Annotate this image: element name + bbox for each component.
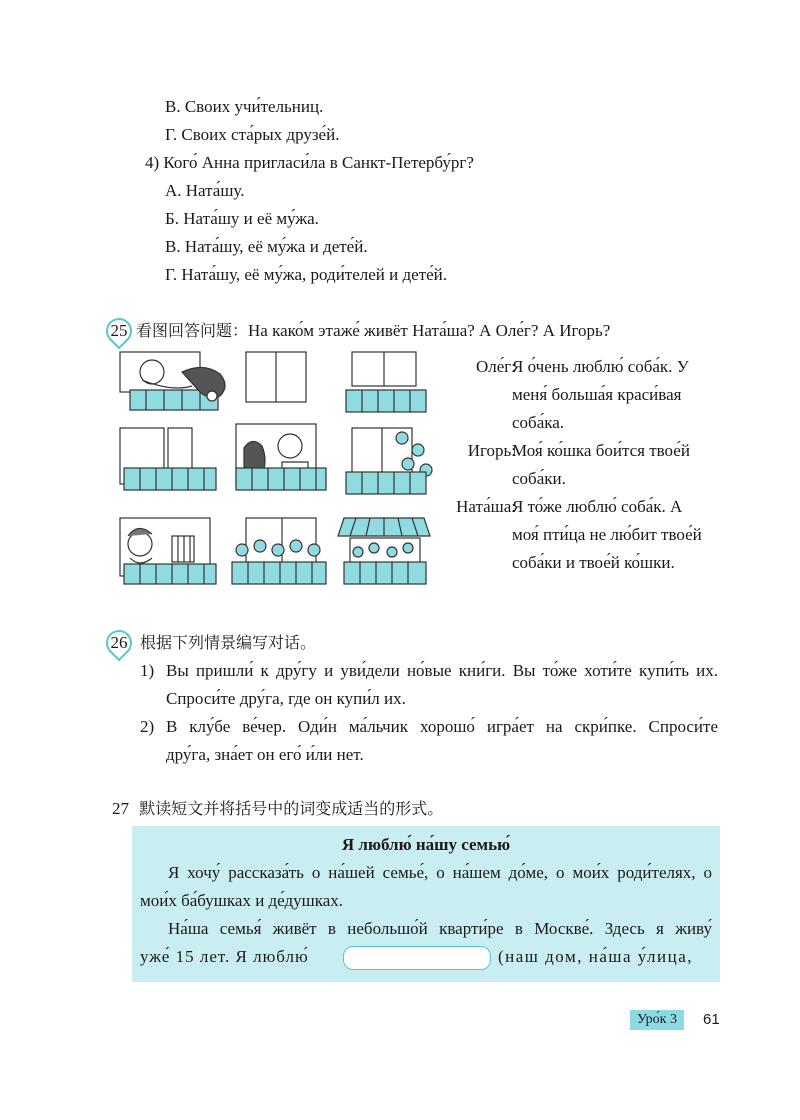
text-line: (наш дом, на́ша у́лица, — [498, 947, 693, 966]
option-text: Своих учи́тельниц. — [184, 97, 324, 116]
situation-line: Вы пришли́ к дру́гу и уви́дели но́вые кни́ги. Вы то́же хоти́те купи́ть их. — [166, 661, 718, 680]
text-line: Я хочу́ рассказа́ть о на́шей семье́, о на́шем до́ме, о мои́х роди́телях, о — [168, 863, 712, 882]
speaker-name: Ната́ша: — [456, 497, 516, 516]
instruction-ru: На како́м этаже́ живёт Ната́ша? А Оле́г? А Игорь? — [248, 321, 611, 340]
exercise-number: 26 — [110, 633, 128, 652]
text-line: уже́ 15 лет. Я люблю́ — [140, 947, 309, 966]
dialogue-line: меня́ больша́я краси́вая — [512, 385, 682, 404]
item-number: 2) — [140, 717, 155, 736]
speaker-name: Игорь: — [467, 441, 516, 460]
dialogue-line: Я то́же люблю́ соба́к. А — [512, 497, 683, 516]
lesson-tag: Уро́к 3 — [630, 1010, 684, 1030]
option-letter: Г. — [165, 125, 178, 144]
option-letter: В. — [165, 237, 181, 256]
option-line — [165, 96, 323, 118]
situation-line: Спроси́те дру́га, где он купи́л их. — [166, 689, 406, 708]
question-4 — [145, 152, 474, 174]
option-text: Ната́шу и её му́жа. — [183, 209, 319, 228]
option-line — [165, 208, 319, 230]
text-line: На́ша семья́ живёт в небольшо́й кварти́ре в Москве́. Здесь я живу́ — [168, 919, 712, 938]
option-text: Своих ста́рых друзе́й. — [181, 125, 340, 144]
item-number: 1) — [140, 661, 155, 680]
question-number: 4) — [145, 153, 160, 172]
exercise-number: 25 — [110, 321, 128, 340]
option-letter: В. — [165, 97, 181, 116]
dialogue-line: Моя́ ко́шка бои́тся твое́й — [512, 441, 690, 460]
option-text: Ната́шу, её му́жа, роди́телей и дете́й. — [181, 265, 448, 284]
exercise-instruction: 默读短文并将括号中的词变成适当的形式。 — [139, 799, 444, 818]
exercise-instruction: 根据下列情景编写对话。 — [140, 633, 317, 652]
dialogue-line: соба́ки и твое́й ко́шки. — [512, 553, 675, 572]
answer-blank[interactable] — [343, 946, 491, 970]
exercise-badge — [106, 630, 132, 660]
dialogue-line: моя́ пти́ца не лю́бит твое́й — [512, 525, 702, 544]
option-letter: Г. — [165, 265, 178, 284]
question-text: Кого́ Анна пригласи́ла в Санкт-Петербу́рг? — [163, 153, 474, 172]
dialogue-line: соба́ка. — [512, 413, 565, 432]
option-letter: А. — [165, 181, 182, 200]
instruction-cn: 看图回答问题： — [136, 321, 249, 340]
option-letter: Б. — [165, 209, 180, 228]
page-number: 61 — [703, 1011, 720, 1028]
exercise-27-heading — [112, 798, 443, 820]
situation-line: дру́га, зна́ет он его́ и́ли нет. — [166, 745, 364, 764]
option-line — [165, 236, 368, 258]
exercise-badge — [106, 318, 132, 348]
option-line — [165, 180, 244, 202]
option-line — [165, 264, 447, 286]
text-title: Я люблю́ на́шу семью́ — [341, 835, 511, 854]
situation-line: В клу́бе ве́чер. Оди́н ма́льчик хорошо́ игра́ет на скри́пке. Спроси́те — [166, 717, 718, 736]
speaker-name: Оле́г: — [475, 357, 516, 376]
dialogue-line: соба́ки. — [512, 469, 566, 488]
option-text: Ната́шу. — [185, 181, 245, 200]
dialogue-line: Я о́чень люблю́ соба́к. У — [512, 357, 689, 376]
exercise-number: 27 — [112, 799, 129, 818]
option-line — [165, 124, 339, 146]
exercise-instruction — [136, 320, 610, 342]
text-line: мои́х ба́бушках и де́душках. — [140, 891, 344, 910]
option-text: Ната́шу, её му́жа и дете́й. — [184, 237, 368, 256]
building-illustration — [112, 350, 442, 588]
